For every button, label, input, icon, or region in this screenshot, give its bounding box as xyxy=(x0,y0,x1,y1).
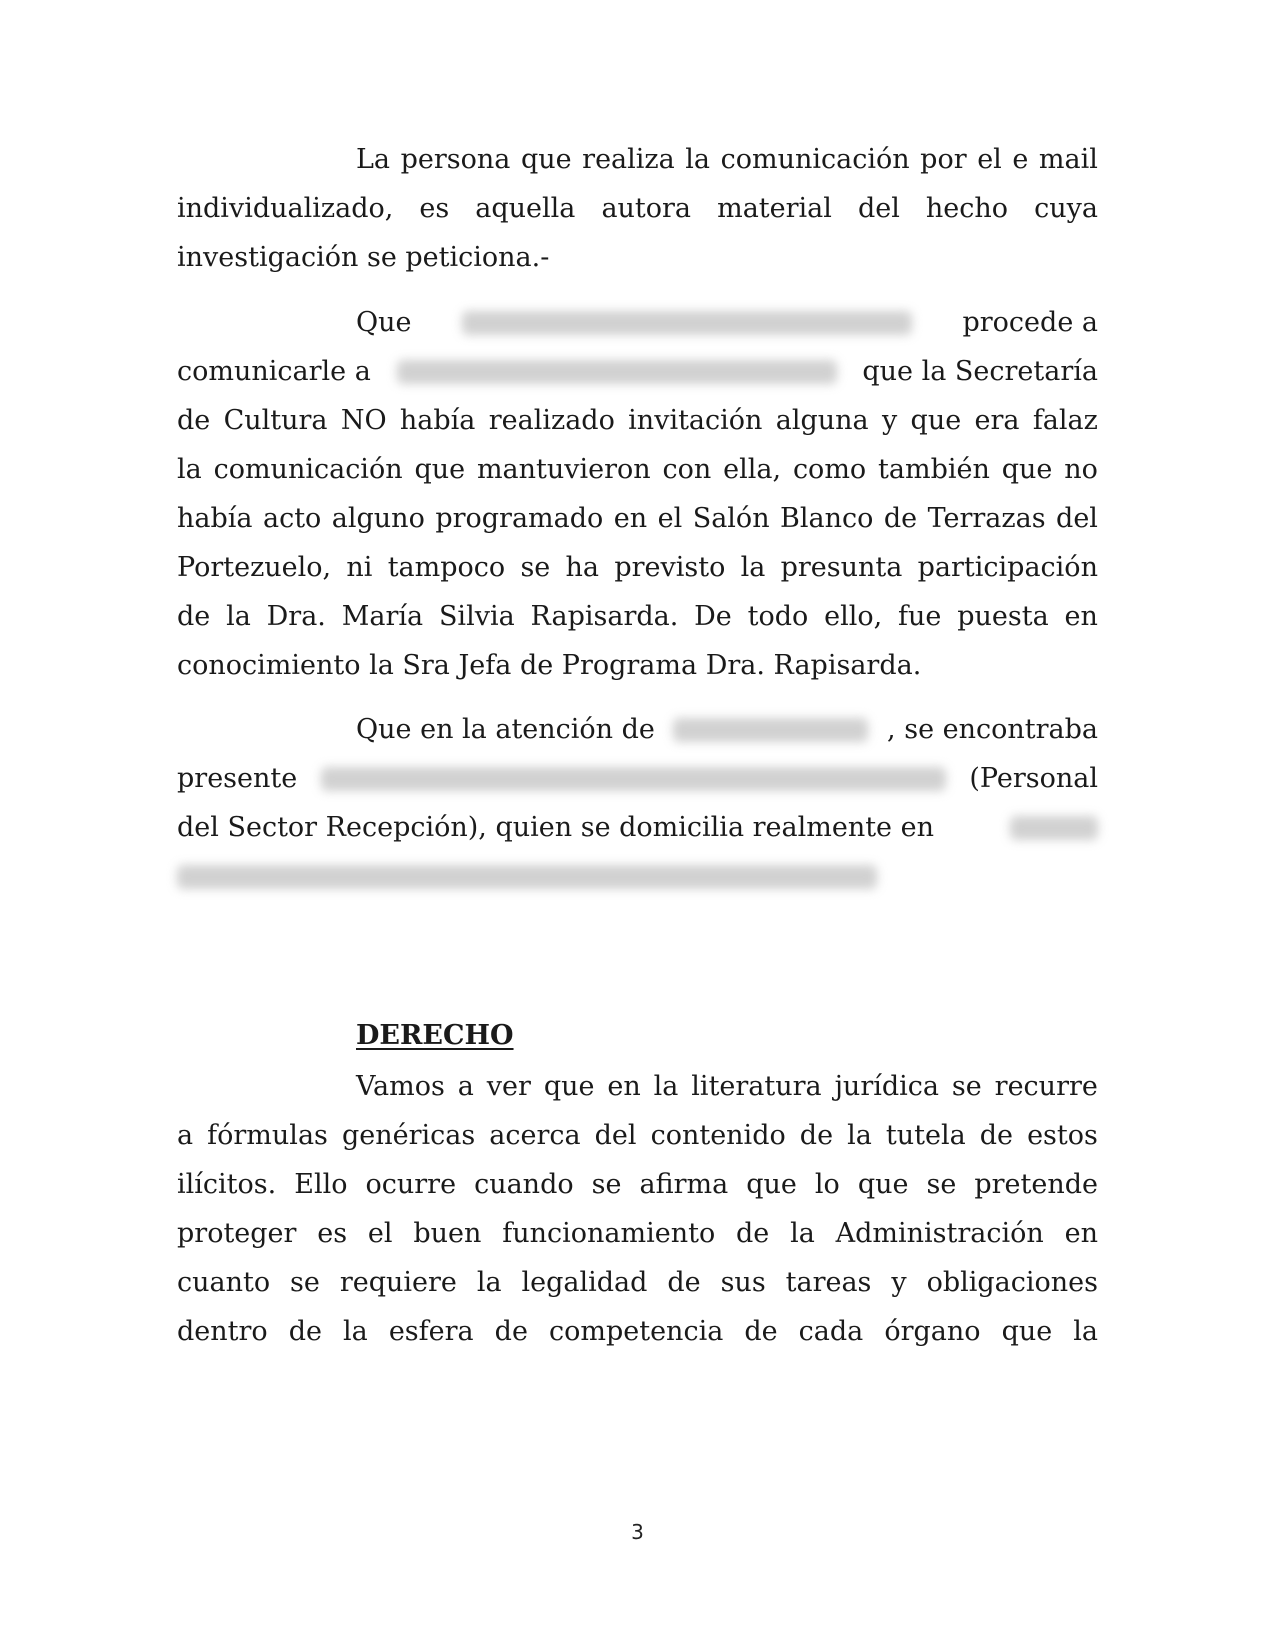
word: tampoco xyxy=(387,552,506,583)
word: persona xyxy=(400,144,511,175)
word: ello, xyxy=(824,601,883,632)
redacted-name xyxy=(397,360,837,384)
word: la xyxy=(847,1120,872,1151)
word: Blanco xyxy=(780,503,874,534)
paragraph1-line1 xyxy=(356,134,1098,186)
word: realiza xyxy=(582,144,675,175)
word: había xyxy=(399,405,476,436)
word: por xyxy=(920,144,967,175)
word: el xyxy=(657,503,683,534)
paragraph2-line1-end: procede a xyxy=(962,307,1098,338)
paragraph2-line2-end: que la Secretaría xyxy=(862,356,1098,387)
word: previsto xyxy=(614,552,726,583)
word: fue xyxy=(898,601,942,632)
word: de xyxy=(744,1316,778,1347)
paragraph3-line1 xyxy=(356,704,1098,756)
paragraph3-line2-end: (Personal xyxy=(969,763,1098,794)
word: individualizado, xyxy=(177,193,394,224)
word: la xyxy=(685,144,711,175)
word: autora xyxy=(601,193,692,224)
word: comunicación xyxy=(213,454,403,485)
word: hecho xyxy=(925,193,1009,224)
word: tutela xyxy=(885,1120,966,1151)
word: participación xyxy=(917,552,1098,583)
word: pretende xyxy=(974,1169,1098,1200)
word: en xyxy=(607,1071,641,1102)
word: se xyxy=(290,1267,320,1298)
word: programado xyxy=(435,503,604,534)
paragraph4-line1 xyxy=(356,1061,1098,1113)
word: que xyxy=(910,405,962,436)
word: en xyxy=(1064,1218,1098,1249)
word: ni xyxy=(346,552,373,583)
paragraph3-line3-start: del Sector Recepción), quien se domicilia realmente en xyxy=(177,812,934,843)
word: la xyxy=(343,1316,368,1347)
word: estos xyxy=(1027,1120,1098,1151)
paragraph2-line1-start: Que xyxy=(356,307,412,338)
word: cada xyxy=(798,1316,864,1347)
word: Portezuelo, xyxy=(177,552,332,583)
paragraph2-line7 xyxy=(177,591,1098,643)
word: La xyxy=(356,144,391,175)
word: acto xyxy=(262,503,322,534)
word: órgano xyxy=(884,1316,981,1347)
word: cuya xyxy=(1034,193,1098,224)
word: se xyxy=(951,1071,982,1102)
paragraph2-line2 xyxy=(177,346,1098,398)
word: tareas xyxy=(785,1267,872,1298)
redacted-address xyxy=(177,865,877,889)
word: de xyxy=(494,1316,528,1347)
paragraph2-line2-start: comunicarle a xyxy=(177,356,371,387)
paragraph2-line4 xyxy=(177,444,1098,496)
word: de xyxy=(667,1267,701,1298)
word: no xyxy=(1064,454,1098,485)
word: falaz xyxy=(1032,405,1098,436)
word: todo xyxy=(747,601,809,632)
paragraph2-line1 xyxy=(356,297,1098,349)
word: invitación xyxy=(628,405,763,436)
word: y xyxy=(881,405,898,436)
word: legalidad xyxy=(521,1267,648,1298)
word: que xyxy=(1001,1316,1053,1347)
word: jurídica xyxy=(834,1071,940,1102)
word: ocurre xyxy=(365,1169,457,1200)
word: la xyxy=(177,454,202,485)
word: se xyxy=(926,1169,957,1200)
word: con xyxy=(662,454,712,485)
word: de xyxy=(799,1120,834,1151)
word: lo xyxy=(814,1169,840,1200)
word: Terrazas xyxy=(927,503,1046,534)
paragraph2-line3 xyxy=(177,395,1098,447)
word: de xyxy=(177,601,211,632)
word: también xyxy=(878,454,990,485)
word: del xyxy=(1056,503,1098,534)
word: era xyxy=(974,405,1020,436)
word: la xyxy=(740,552,766,583)
word: de xyxy=(883,503,918,534)
word: ver xyxy=(486,1071,531,1102)
paragraph1-line3: investigación se peticiona.- xyxy=(177,242,550,273)
word: la xyxy=(1073,1316,1098,1347)
word: mantuvieron xyxy=(476,454,651,485)
word: comunicación xyxy=(720,144,910,175)
word: acerca xyxy=(489,1120,581,1151)
word: es xyxy=(317,1218,348,1249)
paragraph3-line3 xyxy=(177,802,1098,854)
word: Silvia xyxy=(438,601,515,632)
word: la xyxy=(790,1218,815,1249)
word: que xyxy=(520,144,572,175)
word: del xyxy=(857,193,900,224)
word: como xyxy=(792,454,867,485)
word: esfera xyxy=(388,1316,474,1347)
word: que xyxy=(857,1169,909,1200)
word: ha xyxy=(565,552,600,583)
redacted-name xyxy=(673,718,868,742)
word: contenido xyxy=(650,1120,786,1151)
page-number: 3 xyxy=(631,1520,644,1544)
paragraph1-line2 xyxy=(177,183,1098,235)
word: Administración xyxy=(835,1218,1044,1249)
paragraph4-line6 xyxy=(177,1306,1098,1358)
word: el xyxy=(367,1218,393,1249)
word: De xyxy=(694,601,732,632)
word: del xyxy=(594,1120,637,1151)
word: cuanto xyxy=(177,1267,271,1298)
word: recurre xyxy=(994,1071,1098,1102)
word: buen xyxy=(413,1218,482,1249)
paragraph2-line6 xyxy=(177,542,1098,594)
paragraph3-line1-end: , se encontraba xyxy=(887,714,1098,745)
word: había xyxy=(177,503,253,534)
word: mail xyxy=(1038,144,1098,175)
paragraph4-line5 xyxy=(177,1257,1098,1309)
word: se xyxy=(591,1169,622,1200)
paragraph2-line5 xyxy=(177,493,1098,545)
word: y xyxy=(891,1267,907,1298)
word: que xyxy=(1001,454,1053,485)
word: cuando xyxy=(474,1169,574,1200)
word: se xyxy=(520,552,551,583)
word: material xyxy=(717,193,832,224)
redacted-identity xyxy=(321,767,946,791)
word: literatura xyxy=(691,1071,822,1102)
word: e xyxy=(1012,144,1029,175)
paragraph4-line3 xyxy=(177,1159,1098,1211)
word: a xyxy=(457,1071,474,1102)
word: el xyxy=(977,144,1002,175)
word: Rapisarda. xyxy=(530,601,679,632)
redacted-name xyxy=(462,311,912,335)
paragraph2-line8: conocimiento la Sra Jefa de Programa Dra. Rapisarda. xyxy=(177,650,922,681)
paragraph3-line4 xyxy=(177,851,1098,903)
word: competencia xyxy=(548,1316,724,1347)
paragraph4-line2 xyxy=(177,1110,1098,1162)
word: Salón xyxy=(692,503,770,534)
word: la xyxy=(476,1267,502,1298)
word: realizado xyxy=(488,405,615,436)
word: Vamos xyxy=(356,1071,445,1102)
paragraph3-line2-start: presente xyxy=(177,763,298,794)
word: de xyxy=(177,405,211,436)
word: genéricas xyxy=(341,1120,476,1151)
word: en xyxy=(613,503,648,534)
word: puesta xyxy=(957,601,1049,632)
word: es xyxy=(419,193,450,224)
word: ilícitos. xyxy=(177,1169,277,1200)
word: María xyxy=(341,601,424,632)
paragraph4-line4 xyxy=(177,1208,1098,1260)
word: en xyxy=(1064,601,1098,632)
word: ella, xyxy=(723,454,782,485)
word: la xyxy=(653,1071,679,1102)
word: fórmulas xyxy=(207,1120,328,1151)
word: NO xyxy=(340,405,387,436)
redacted-address xyxy=(1010,816,1098,840)
word: que xyxy=(414,454,466,485)
word: la xyxy=(226,601,251,632)
word: a xyxy=(177,1120,194,1151)
word: alguna xyxy=(775,405,869,436)
word: obligaciones xyxy=(926,1267,1098,1298)
word: funcionamiento xyxy=(502,1218,716,1249)
word: requiere xyxy=(339,1267,457,1298)
word: de xyxy=(288,1316,322,1347)
word: que xyxy=(746,1169,797,1200)
word: sus xyxy=(720,1267,766,1298)
word: de xyxy=(736,1218,770,1249)
word: Cultura xyxy=(223,405,328,436)
word: Ello xyxy=(294,1169,348,1200)
paragraph3-line1-start: Que en la atención de xyxy=(356,714,655,745)
word: dentro xyxy=(177,1316,268,1347)
word: presunta xyxy=(780,552,903,583)
word: de xyxy=(979,1120,1014,1151)
section-heading: DERECHO xyxy=(356,1020,514,1051)
word: Dra. xyxy=(266,601,326,632)
word: aquella xyxy=(475,193,576,224)
word: alguno xyxy=(331,503,425,534)
paragraph3-line2 xyxy=(177,753,1098,805)
word: que xyxy=(543,1071,595,1102)
word: proteger xyxy=(177,1218,297,1249)
word: afirma xyxy=(639,1169,729,1200)
